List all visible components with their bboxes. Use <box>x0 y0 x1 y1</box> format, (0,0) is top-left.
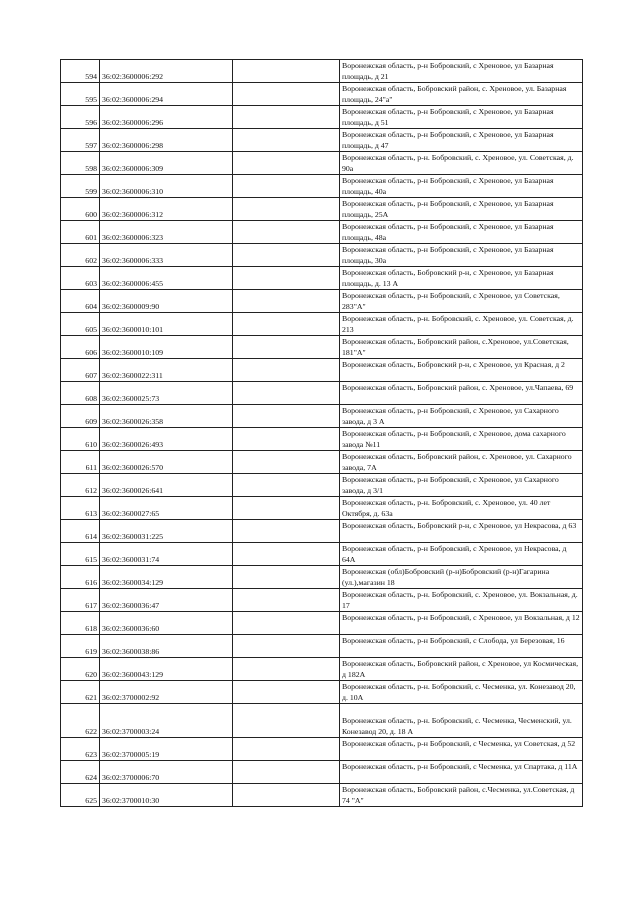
table-row <box>61 129 583 152</box>
table-row <box>61 543 583 566</box>
address: Воронежская (обл)Бобровский (р-н)Бобровский (р-н)Гагарина (ул.),магазин 18 <box>340 566 583 589</box>
empty-cell <box>233 681 340 704</box>
address: Воронежская область, р-н Бобровский, с Хреновое, ул Базарная площадь, 25А <box>340 198 583 221</box>
row-number: 603 <box>61 267 100 290</box>
address: Воронежская область, р-н Бобровский, с Хреновое, ул Некрасова, д 64А <box>340 543 583 566</box>
cadastral-number: 36:02:3600034:129 <box>100 566 233 589</box>
row-number: 608 <box>61 382 100 405</box>
table-row <box>61 106 583 129</box>
cadastral-number: 36:02:3700002:92 <box>100 681 233 704</box>
row-number: 622 <box>61 704 100 738</box>
row-number: 595 <box>61 83 100 106</box>
table-row <box>61 359 583 382</box>
empty-cell <box>233 60 340 83</box>
table-row <box>61 382 583 405</box>
row-number: 601 <box>61 221 100 244</box>
row-number: 614 <box>61 520 100 543</box>
empty-cell <box>233 267 340 290</box>
address: Воронежская область, р-н Бобровский, с Хреновое, ул Базарная площадь, 30а <box>340 244 583 267</box>
empty-cell <box>233 566 340 589</box>
empty-cell <box>233 152 340 175</box>
address: Воронежская область, р-н Бобровский, с Хреновое, ул Базарная площадь, д 21 <box>340 60 583 83</box>
table-row <box>61 784 583 807</box>
row-number: 611 <box>61 451 100 474</box>
address: Воронежская область, р-н Бобровский, с Слобода, ул Березовая, 16 <box>340 635 583 658</box>
address: Воронежская область, Бобровский район, с Хреновое, ул Космическая, д 182А <box>340 658 583 681</box>
address: Воронежская область, р-н Бобровский, с Хреновое, ул Сахарного завода, д 3/1 <box>340 474 583 497</box>
empty-cell <box>233 658 340 681</box>
empty-cell <box>233 738 340 761</box>
row-number: 597 <box>61 129 100 152</box>
empty-cell <box>233 405 340 428</box>
address: Воронежская область, Бобровский р-н, с Хреновое, ул Базарная площадь, д. 13 А <box>340 267 583 290</box>
cadastral-number: 36:02:3600006:323 <box>100 221 233 244</box>
empty-cell <box>233 497 340 520</box>
address: Воронежская область, р-н Бобровский, с Чесменка, ул Советская, д 52 <box>340 738 583 761</box>
cadastral-number: 36:02:3700003:24 <box>100 704 233 738</box>
empty-cell <box>233 474 340 497</box>
table-row <box>61 738 583 761</box>
address: Воронежская область, р-н Бобровский, с Хреновое, ул Сахарного завода, д 3 А <box>340 405 583 428</box>
cadastral-number: 36:02:3600006:294 <box>100 83 233 106</box>
row-number: 596 <box>61 106 100 129</box>
cadastral-number: 36:02:3600027:65 <box>100 497 233 520</box>
row-number: 621 <box>61 681 100 704</box>
table-row <box>61 451 583 474</box>
table-row <box>61 658 583 681</box>
address: Воронежская область, р-н Бобровский, с Хреновое, ул Базарная площадь, д 51 <box>340 106 583 129</box>
address: Воронежская область, Бобровский район, с.Чесменка, ул.Советская, д 74 "А" <box>340 784 583 807</box>
cadastral-number: 36:02:3600022:311 <box>100 359 233 382</box>
empty-cell <box>233 543 340 566</box>
cadastral-number: 36:02:3600006:310 <box>100 175 233 198</box>
row-number: 612 <box>61 474 100 497</box>
table-row <box>61 474 583 497</box>
address: Воронежская область, р-н. Бобровский, с. Хреновое, ул. Советская, д. 90а <box>340 152 583 175</box>
address: Воронежская область, Бобровский район, с. Хреновое, ул. Базарная площадь, 24"а" <box>340 83 583 106</box>
address: Воронежская область, р-н. Бобровский, с. Хреновое, ул. Советская, д. 213 <box>340 313 583 336</box>
row-number: 617 <box>61 589 100 612</box>
empty-cell <box>233 198 340 221</box>
row-number: 610 <box>61 428 100 451</box>
address: Воронежская область, р-н Бобровский, с Хреновое, ул Базарная площадь, д 47 <box>340 129 583 152</box>
table-row <box>61 221 583 244</box>
cadastral-number: 36:02:3600006:296 <box>100 106 233 129</box>
empty-cell <box>233 612 340 635</box>
row-number: 607 <box>61 359 100 382</box>
address: Воронежская область, р-н Бобровский, с Хреновое, ул Базарная площадь, 48а <box>340 221 583 244</box>
row-number: 606 <box>61 336 100 359</box>
empty-cell <box>233 520 340 543</box>
table-row <box>61 428 583 451</box>
row-number: 616 <box>61 566 100 589</box>
address: Воронежская область, р-н Бобровский, с Хреновое, ул Вокзальная, д 12 <box>340 612 583 635</box>
empty-cell <box>233 221 340 244</box>
parcel-table <box>60 59 583 807</box>
table-row <box>61 520 583 543</box>
address: Воронежская область, р-н. Бобровский, с. Чесменка, Чесменский, ул. Конезавод 20, д. 18 А <box>340 704 583 738</box>
cadastral-number: 36:02:3600006:292 <box>100 60 233 83</box>
document-page <box>60 59 580 807</box>
empty-cell <box>233 382 340 405</box>
cadastral-number: 36:02:3600038:86 <box>100 635 233 658</box>
empty-cell <box>233 704 340 738</box>
address: Воронежская область, р-н. Бобровский, с. Хреновое, ул. Вокзальная, д. 17 <box>340 589 583 612</box>
empty-cell <box>233 106 340 129</box>
cadastral-number: 36:02:3600006:309 <box>100 152 233 175</box>
table-row <box>61 761 583 784</box>
cadastral-number: 36:02:3700010:30 <box>100 784 233 807</box>
table-row <box>61 497 583 520</box>
row-number: 605 <box>61 313 100 336</box>
row-number: 619 <box>61 635 100 658</box>
address: Воронежская область, р-н Бобровский, с Хреновое, ул Советская, 283"А" <box>340 290 583 313</box>
cadastral-number: 36:02:3600026:641 <box>100 474 233 497</box>
row-number: 594 <box>61 60 100 83</box>
table-row <box>61 336 583 359</box>
row-number: 613 <box>61 497 100 520</box>
address: Воронежская область, Бобровский район, с. Хреновое, ул.Чапаева, 69 <box>340 382 583 405</box>
empty-cell <box>233 129 340 152</box>
cadastral-number: 36:02:3600031:74 <box>100 543 233 566</box>
cadastral-number: 36:02:3700005:19 <box>100 738 233 761</box>
parcel-table-body <box>61 60 583 807</box>
cadastral-number: 36:02:3600026:358 <box>100 405 233 428</box>
table-row <box>61 704 583 738</box>
cadastral-number: 36:02:3600043:129 <box>100 658 233 681</box>
table-row <box>61 589 583 612</box>
cadastral-number: 36:02:3600006:298 <box>100 129 233 152</box>
row-number: 624 <box>61 761 100 784</box>
row-number: 600 <box>61 198 100 221</box>
empty-cell <box>233 175 340 198</box>
row-number: 602 <box>61 244 100 267</box>
cadastral-number: 36:02:3600006:455 <box>100 267 233 290</box>
address: Воронежская область, Бобровский район, с. Хреновое, ул. Сахарного завода, 7А <box>340 451 583 474</box>
cadastral-number: 36:02:3600009:90 <box>100 290 233 313</box>
empty-cell <box>233 244 340 267</box>
empty-cell <box>233 336 340 359</box>
table-row <box>61 83 583 106</box>
empty-cell <box>233 290 340 313</box>
cadastral-number: 36:02:3600031:225 <box>100 520 233 543</box>
table-row <box>61 152 583 175</box>
table-row <box>61 290 583 313</box>
cadastral-number: 36:02:3600026:493 <box>100 428 233 451</box>
table-row <box>61 405 583 428</box>
empty-cell <box>233 589 340 612</box>
row-number: 604 <box>61 290 100 313</box>
empty-cell <box>233 83 340 106</box>
table-row <box>61 175 583 198</box>
row-number: 598 <box>61 152 100 175</box>
table-row <box>61 267 583 290</box>
empty-cell <box>233 428 340 451</box>
cadastral-number: 36:02:3600036:60 <box>100 612 233 635</box>
row-number: 618 <box>61 612 100 635</box>
address: Воронежская область, Бобровский р-н, с Хреновое, ул Красная, д 2 <box>340 359 583 382</box>
table-row <box>61 313 583 336</box>
cadastral-number: 36:02:3600010:101 <box>100 313 233 336</box>
cadastral-number: 36:02:3600010:109 <box>100 336 233 359</box>
cadastral-number: 36:02:3600036:47 <box>100 589 233 612</box>
address: Воронежская область, р-н. Бобровский, с. Хреновое, ул. 40 лет Октября, д. 63а <box>340 497 583 520</box>
row-number: 623 <box>61 738 100 761</box>
empty-cell <box>233 635 340 658</box>
row-number: 620 <box>61 658 100 681</box>
empty-cell <box>233 761 340 784</box>
empty-cell <box>233 359 340 382</box>
table-row <box>61 635 583 658</box>
row-number: 609 <box>61 405 100 428</box>
table-row <box>61 681 583 704</box>
table-row <box>61 60 583 83</box>
address: Воронежская область, р-н Бобровский, с Хреновое, ул Базарная площадь, 40а <box>340 175 583 198</box>
address: Воронежская область, р-н. Бобровский, с. Чесменка, ул. Конезавод 20, д. 10А <box>340 681 583 704</box>
cadastral-number: 36:02:3600006:312 <box>100 198 233 221</box>
address: Воронежская область, Бобровский район, с.Хреновое, ул.Советская, 181"А" <box>340 336 583 359</box>
address: Воронежская область, р-н Бобровский, с Чесменка, ул Спартака, д 11А <box>340 761 583 784</box>
empty-cell <box>233 784 340 807</box>
address: Воронежская область, р-н Бобровский, с Хреновое, дома сахарного завода №11 <box>340 428 583 451</box>
table-row <box>61 566 583 589</box>
row-number: 625 <box>61 784 100 807</box>
table-row <box>61 612 583 635</box>
empty-cell <box>233 451 340 474</box>
cadastral-number: 36:02:3700006:70 <box>100 761 233 784</box>
cadastral-number: 36:02:3600006:333 <box>100 244 233 267</box>
cadastral-number: 36:02:3600026:570 <box>100 451 233 474</box>
empty-cell <box>233 313 340 336</box>
row-number: 615 <box>61 543 100 566</box>
address: Воронежская область, Бобровский р-н, с Хреновое, ул Некрасова, д 63 <box>340 520 583 543</box>
table-row <box>61 244 583 267</box>
table-row <box>61 198 583 221</box>
row-number: 599 <box>61 175 100 198</box>
cadastral-number: 36:02:3600025:73 <box>100 382 233 405</box>
